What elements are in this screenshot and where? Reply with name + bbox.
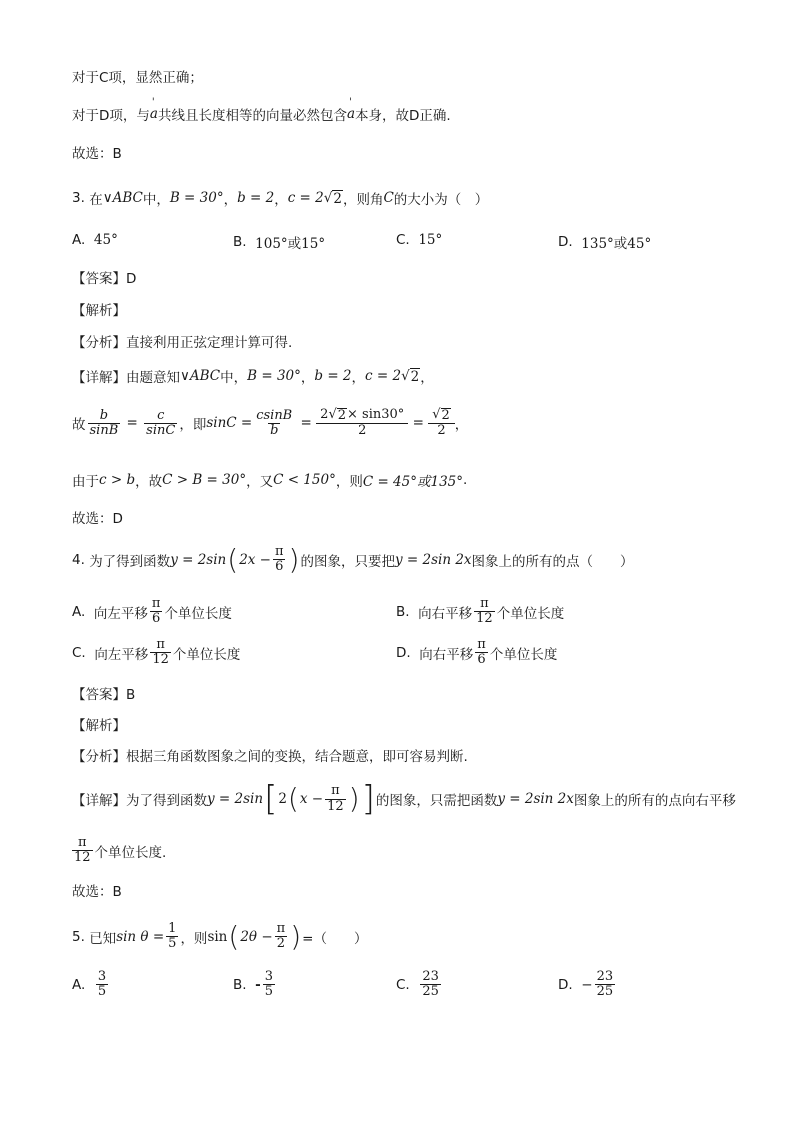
q4-option-c: C. 向左平移 $\frac{\pi}{12}$ 个单位长度 — [72, 637, 241, 668]
q4-final: 故选：B — [72, 884, 122, 900]
q4-analysis: 【分析】根据三角函数图象之间的变换，结合题意，即可容易判断. — [72, 749, 468, 765]
fraction: √ 2 2 — [430, 408, 453, 439]
q4-option-b: B. 向右平移 $\frac{\pi}{12}$ 个单位长度 — [396, 596, 565, 627]
q5-option-b: B. - $\frac{3}{5}$ — [233, 969, 274, 1000]
q3-conclusion: 由于 c > b ，故 C > B = 30° ，又 C < 150° ，则 C = 45°或135° . — [72, 472, 468, 490]
question-5: 5. 已知 sin θ = $\frac{1}{5}$ ，则 sin ( 2θ − $\frac{\pi}{2}$ ) =（ ） — [72, 919, 368, 953]
q4-detail: 【详解】 为了得到函数 y = 2sin [ 2 ( x − $\frac{\pi}{12}$ ) ] 的图象，只需把函数 y = 2sin 2x 图象上的所有的点向右平移 — [72, 779, 736, 819]
q5-option-a: A. $\frac{3}{5}$ — [72, 969, 107, 1000]
sqrt: √ 2 — [323, 189, 342, 207]
fraction: 2√ 2 × sin30° 2 — [318, 408, 406, 439]
q3-analysis-title: 【解析】 — [72, 303, 126, 319]
sqrt: √ 2 — [401, 367, 420, 385]
q4-answer: 【答案】B — [72, 687, 136, 703]
q3-detail: 【详解】 由题意知 ∨ABC 中， B = 30° ， b = 2 ， c = 2 √ 2 ， — [72, 367, 434, 386]
q3-analysis: 【分析】直接利用正弦定理计算可得. — [72, 335, 293, 351]
q3-answer: 【答案】D — [72, 271, 137, 287]
vector-a: ' a — [150, 106, 158, 122]
text-line-d: 对于D项，与 ' a 共线且长度相等的向量必然包含 ' a 本身，故D正确. — [72, 104, 451, 124]
question-4: 4. 为了得到函数 y = 2sin ( 2x − $\frac{\pi}{6}$ ) 的图象，只要把 y = 2sin 2x 图象上的所有的点（ ） — [72, 542, 634, 576]
text-line-choice: 故选：B — [72, 146, 122, 162]
vector-a: ' a — [347, 106, 355, 122]
q3-equation: 故 $\frac{b}{\sin B}$ = $\frac{c}{\sin C}$ ，即 sinC = $\frac{csinB}{b}$ = 2√ 2 × sin30° 2 = √ 2 2 ， — [72, 407, 469, 439]
q3-option-d: D. 135°或45° — [558, 234, 652, 252]
q4-analysis-title: 【解析】 — [72, 718, 126, 734]
q3-option-a: A. 45° — [72, 232, 118, 248]
q4-detail-cont: $\frac{\pi}{12}$ 个单位长度. — [74, 835, 167, 866]
q3-final: 故选：D — [72, 511, 123, 527]
fraction: $\frac{b}{\sin B}$ — [89, 407, 119, 438]
q3-option-b: B. 105°或15° — [233, 234, 326, 252]
question-3: 3. 在 ∨ABC 中， B = 30° ， b = 2 ， c = 2 √ 2 ，则角 C 的大小为（ ） — [72, 189, 489, 208]
q4-option-a: A. 向左平移 $\frac{\pi}{6}$ 个单位长度 — [72, 596, 232, 627]
q5-option-c: C. $\frac{23}{25}$ — [396, 969, 439, 1000]
fraction: $\frac{c}{\sin C}$ — [146, 407, 176, 438]
q4-option-d: D. 向右平移 $\frac{\pi}{6}$ 个单位长度 — [396, 637, 558, 668]
q3-option-c: C. 15° — [396, 232, 443, 248]
text-line-c: 对于C项，显然正确； — [72, 70, 203, 86]
q5-option-d: D. − $\frac{23}{25}$ — [558, 969, 614, 1000]
fraction: $\frac{\pi}{6}$ — [275, 544, 284, 575]
fraction: $\frac{csinB}{b}$ — [256, 407, 293, 438]
